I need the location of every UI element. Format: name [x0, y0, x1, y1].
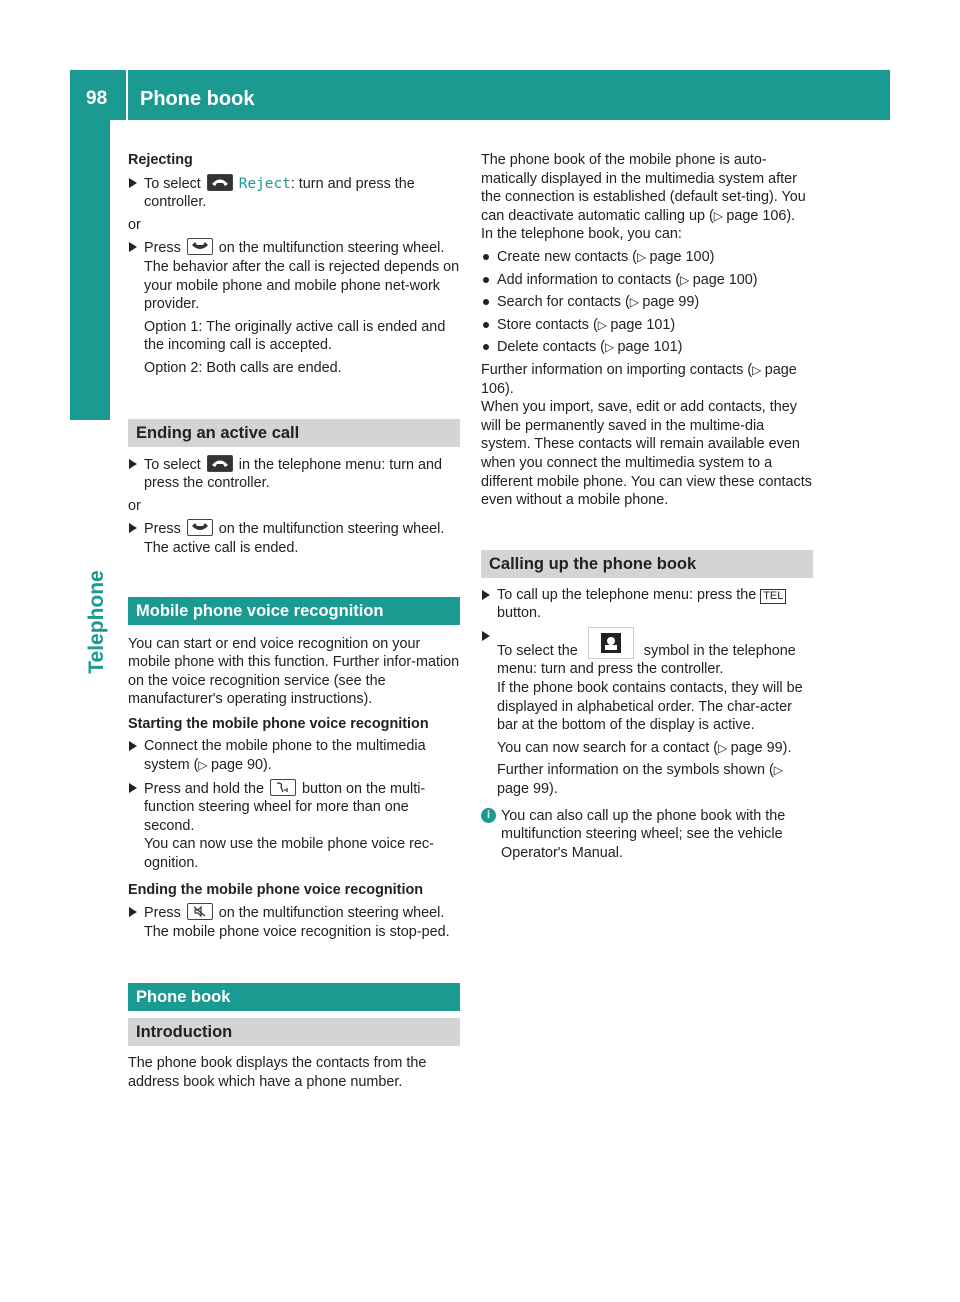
mute-icon — [187, 903, 213, 920]
step-arrow-icon — [129, 178, 137, 188]
step-description: The behavior after the call is rejected depends on your mobile phone and mobile phone net-work provider. — [144, 258, 460, 313]
left-column — [128, 151, 460, 1092]
bullet-icon — [483, 254, 489, 260]
step-result: The active call is ended. — [144, 539, 299, 556]
bullet-icon — [483, 299, 489, 305]
page-ref-arrow-icon: ▷ — [752, 362, 765, 377]
or-text: or — [128, 497, 141, 514]
step-text: button on the multi-function steering wheel for more than one second. — [144, 780, 426, 834]
bullet-icon — [483, 322, 489, 328]
para-text: ). — [549, 781, 558, 798]
step-text: Press — [144, 521, 181, 538]
step — [128, 519, 460, 557]
para-text: Further information on the symbols shown ( — [497, 762, 774, 779]
step — [128, 737, 460, 774]
list-item-text: ) — [670, 316, 676, 333]
step-arrow-icon — [482, 590, 490, 600]
page-ref[interactable]: page 106 — [726, 207, 787, 224]
step-arrow-icon — [129, 907, 137, 917]
info-icon: i — [481, 808, 496, 823]
page-ref-arrow-icon: ▷ — [773, 763, 783, 778]
step-text: Press — [144, 240, 181, 257]
step-arrow-icon — [129, 523, 137, 533]
step-description: If the phone book contains contacts, they will be displayed in alphabetical order. The char-acter bar at the bottom of the display is active. — [497, 680, 803, 734]
phone-hangup-icon — [187, 238, 213, 255]
phonebook-icon — [588, 627, 634, 659]
phonebook-para-2: In the telephone book, you can: — [481, 226, 682, 243]
step-text: To select the — [497, 642, 578, 659]
list-item-text: ) — [709, 248, 715, 265]
phone-pickup-icon — [207, 455, 233, 472]
list-item-text: Add information to contacts ( — [497, 271, 681, 288]
page-title: Phone book — [140, 88, 255, 110]
bullet-icon — [483, 344, 489, 350]
phone-hangup-icon — [187, 519, 213, 536]
bullet-icon — [483, 277, 489, 283]
voice-start-heading: Starting the mobile phone voice recognition — [128, 715, 429, 732]
step-arrow-icon — [129, 741, 137, 751]
info-text: You can also call up the phone book with the multifunction steering wheel; see the vehicle Operator's Manual. — [501, 807, 786, 861]
page-ref[interactable]: page 106 — [481, 361, 797, 397]
page-number: 98 — [86, 88, 108, 109]
list-item-text: Create new contacts ( — [497, 248, 637, 265]
list-item-text: ) — [694, 294, 700, 311]
list-item — [481, 338, 813, 357]
section-heading-introduction: Introduction — [128, 1018, 460, 1046]
step-text: in the telephone menu: turn and press the controller. — [144, 456, 443, 492]
reject-label: Reject — [238, 175, 291, 192]
page-ref-arrow-icon: ▷ — [198, 758, 211, 773]
step — [128, 903, 460, 941]
step-text: Connect the mobile phone to the multimedia system ( — [144, 738, 426, 774]
symbols-note — [497, 761, 813, 798]
step-arrow-icon — [482, 631, 490, 641]
step-text: on the multifunction steering wheel. — [218, 905, 445, 922]
section-heading-phonebook: Phone book — [128, 983, 460, 1011]
side-tab-bar — [70, 120, 110, 420]
step-text: on the multifunction steering wheel. — [218, 240, 445, 257]
step-arrow-icon — [129, 459, 137, 469]
para-text: ). — [782, 739, 792, 756]
step — [481, 586, 813, 623]
page-ref[interactable]: page 99 — [730, 739, 783, 756]
step-text: Press — [144, 905, 181, 922]
page-ref-arrow-icon: ▷ — [713, 208, 727, 223]
step-text: button. — [497, 605, 542, 622]
page-ref[interactable]: page 101 — [610, 316, 671, 333]
step-arrow-icon — [129, 783, 137, 793]
phonebook-para-3: When you import, save, edit or add contacts, they will be permanently saved in the multime-dia system. These contacts will remain available even when you connect the multimedia system to a different mobile phone. You can view these contacts even without a mobile phone. — [481, 399, 812, 509]
header-divider — [126, 70, 128, 120]
step — [128, 779, 460, 873]
or-text: or — [128, 216, 141, 233]
page-ref[interactable]: page 100 — [692, 271, 753, 288]
page-ref-arrow-icon: ▷ — [636, 249, 650, 264]
section-heading-ending: Ending an active call — [128, 419, 460, 447]
step-text: : turn and press the controller. — [144, 175, 415, 211]
step-text: Press and hold the — [144, 780, 265, 797]
page-ref-arrow-icon: ▷ — [629, 295, 643, 310]
step-text: To select — [144, 456, 201, 473]
list-item — [481, 316, 813, 335]
para-text: ). — [786, 207, 796, 224]
step-text: To call up the telephone menu: press the — [497, 586, 757, 603]
list-item-text: Store contacts ( — [497, 316, 598, 333]
list-item — [481, 293, 813, 312]
section-heading-voice: Mobile phone voice recognition — [128, 597, 460, 625]
step-text: on the multifunction steering wheel. — [218, 521, 445, 538]
further-info-import — [481, 361, 813, 398]
option-1: Option 1: The originally active call is ended and the incoming call is accepted. — [144, 318, 446, 354]
step — [128, 174, 460, 212]
list-item-text: ) — [752, 271, 758, 288]
info-note — [481, 807, 813, 863]
page-ref[interactable]: page 90 — [210, 757, 263, 774]
page-ref-arrow-icon: ▷ — [604, 340, 618, 355]
page-ref-arrow-icon: ▷ — [597, 317, 611, 332]
section-heading-calling: Calling up the phone book — [481, 550, 813, 578]
phone-pickup-icon — [207, 174, 233, 191]
page-ref[interactable]: page 99 — [497, 781, 550, 798]
side-tab — [82, 552, 112, 692]
voice-icon — [270, 779, 296, 796]
para-text: The phone book of the mobile phone is auto-matically displayed in the multimedia system after the connection is established (default set-ting). You can deactivate automatic calling up ( — [481, 152, 806, 224]
page-header — [70, 70, 890, 120]
page-ref[interactable]: page 100 — [649, 248, 710, 265]
step — [128, 238, 460, 377]
voice-intro: You can start or end voice recognition on your mobile phone with this function. Further infor-mation on the voice recognition service (see the manufacturer's operating instructions). — [128, 635, 460, 708]
page-ref-arrow-icon: ▷ — [680, 272, 693, 287]
page-ref[interactable]: page 99 — [642, 294, 695, 311]
step — [481, 627, 813, 799]
list-item — [481, 271, 813, 290]
option-2: Option 2: Both calls are ended. — [144, 359, 342, 376]
side-tab-label: Telephone — [85, 570, 108, 674]
step-arrow-icon — [129, 242, 137, 252]
step-result: You can now use the mobile phone voice rec-ognition. — [144, 836, 434, 872]
voice-end-heading: Ending the mobile phone voice recognition — [128, 881, 424, 898]
page-ref[interactable]: page 101 — [617, 339, 678, 356]
list-item-text: ) — [677, 339, 683, 356]
tel-button-label: TEL — [760, 589, 786, 604]
right-column — [481, 151, 813, 862]
rejecting-heading: Rejecting — [128, 152, 193, 168]
list-item-text: Delete contacts ( — [497, 339, 605, 356]
step-text: symbol in the telephone menu: turn and press the controller. — [497, 642, 796, 678]
step-result: The mobile phone voice recognition is stop-ped. — [144, 923, 450, 940]
list-item — [481, 248, 813, 267]
para-text: Further information on importing contacts ( — [481, 361, 753, 378]
step — [128, 455, 460, 493]
para-text: You can now search for a contact ( — [497, 739, 719, 756]
page-ref-arrow-icon: ▷ — [718, 740, 731, 755]
para-text: ). — [505, 380, 514, 397]
step-text: To select — [144, 175, 201, 192]
list-item-text: Search for contacts ( — [497, 294, 630, 311]
phonebook-para-1 — [481, 151, 813, 225]
search-note — [497, 739, 813, 758]
introduction-text: The phone book displays the contacts from the address book which have a phone number. — [128, 1055, 427, 1090]
step-text: ). — [262, 757, 272, 774]
